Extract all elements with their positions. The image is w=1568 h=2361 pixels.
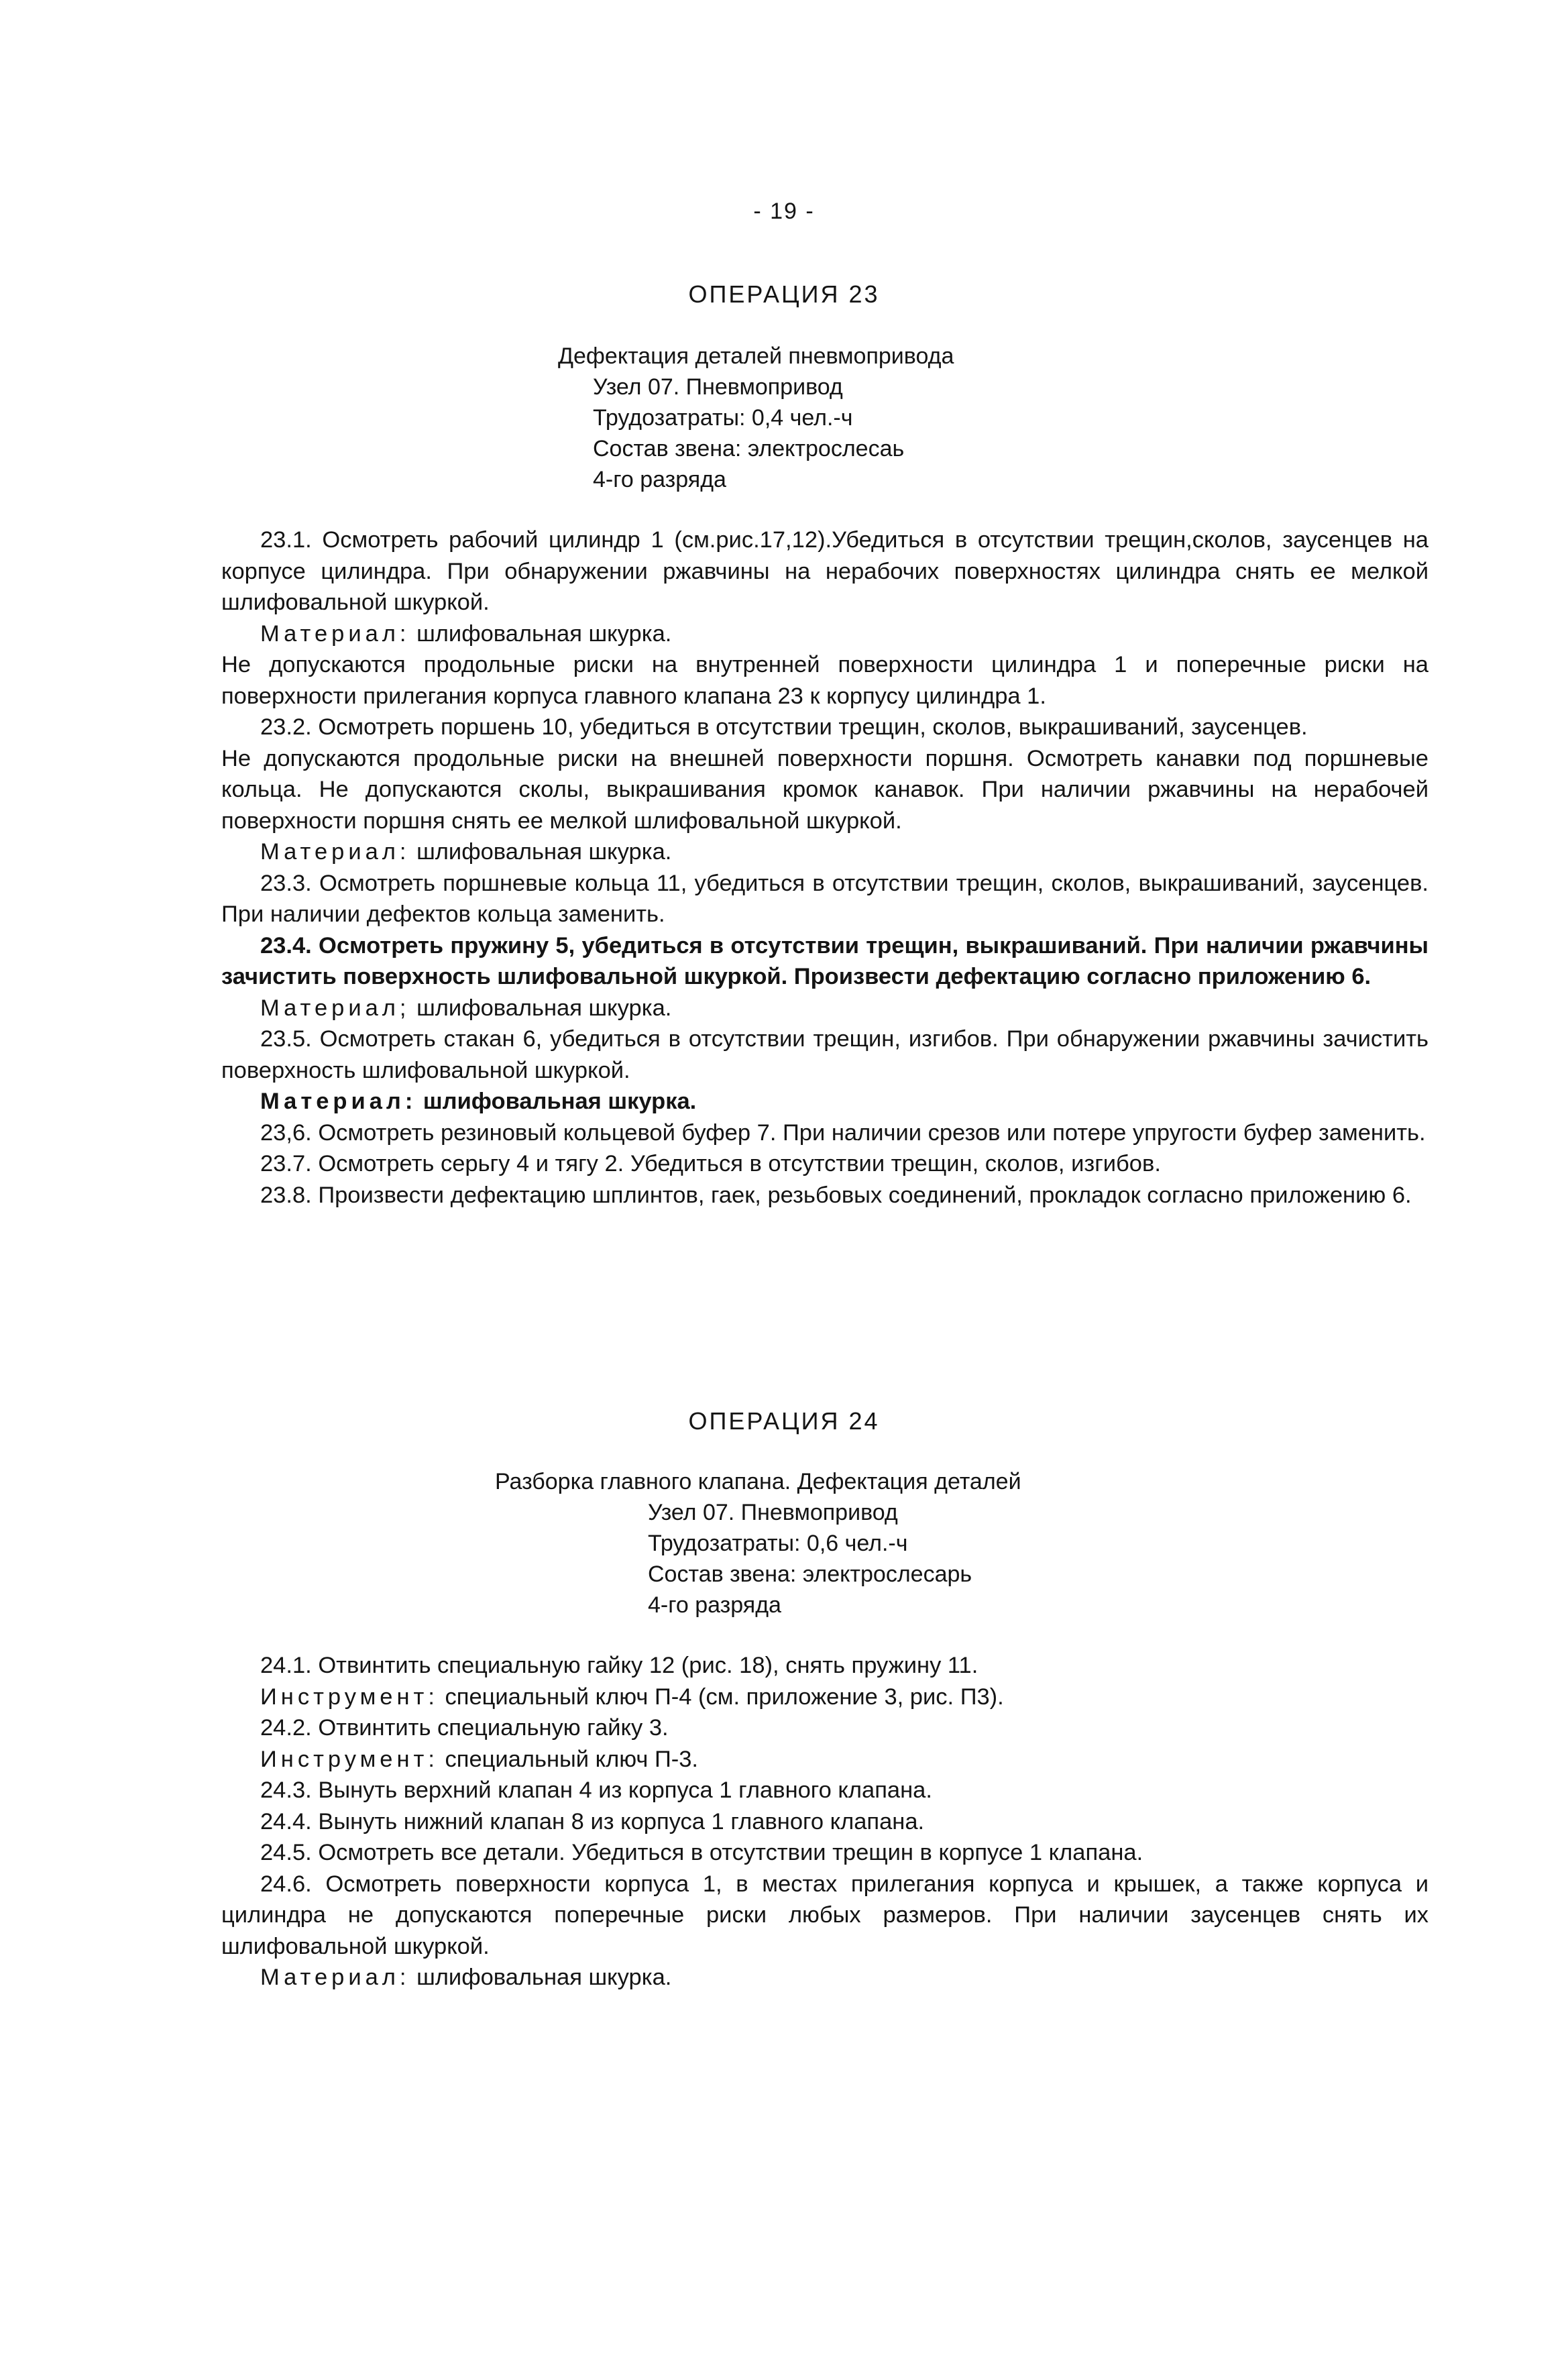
- material-label: Материал;: [260, 995, 410, 1021]
- material-23-4: [221, 993, 1429, 1024]
- tool-value: специальный ключ П-4 (см. приложение 3, рис. П3).: [438, 1684, 1004, 1710]
- tool-24-2: [221, 1744, 1429, 1775]
- op23-labor: Трудозатраты: 0,4 чел.-ч: [593, 405, 853, 431]
- material-value: шлифовальная шкурка.: [410, 1965, 672, 1990]
- paragraph-23-6: 23,6. Осмотреть резиновый кольцевой буфер 7. При наличии срезов или потере упругости буфер заменить.: [260, 1119, 1426, 1146]
- paragraph-23-3: 23.3. Осмотреть поршневые кольца 11, убедиться в отсутствии трещин, сколов, выкрашиваний, заусенцев. При наличии дефектов кольца заменить.: [221, 870, 1429, 927]
- operation-24-title: ОПЕРАЦИЯ 24: [688, 1407, 880, 1435]
- page-number: - 19 -: [753, 199, 815, 224]
- paragraph-23-5: 23.5. Осмотреть стакан 6, убедиться в отсутствии трещин, изгибов. При обнаружении ржавчины зачистить поверхность шлифовальной шкуркой.: [221, 1026, 1429, 1083]
- op24-name: Разборка главного клапана. Дефектация деталей: [495, 1469, 1021, 1494]
- material-23-5: [221, 1086, 1429, 1117]
- note-23-2: Не допускаются продольные риски на внешней поверхности поршня. Осмотреть канавки под поршневые кольца. Не допускаются сколы, выкрашивания кромок канавок. При наличии ржавчины на нерабочей поверхности поршня снять ее мелкой шлифовальной шкуркой.: [221, 745, 1429, 834]
- paragraph-23-7: 23.7. Осмотреть серьгу 4 и тягу 2. Убедиться в отсутствии трещин, сколов, изгибов.: [260, 1151, 1161, 1176]
- op24-crew: Состав звена: электрослесарь: [648, 1561, 972, 1587]
- material-23-2: [221, 836, 1429, 868]
- note-23-1: Не допускаются продольные риски на внутренней поверхности цилиндра 1 и поперечные риски на поверхности прилегания корпуса главного клапана 23 к корпусу цилиндра 1.: [221, 652, 1429, 709]
- paragraph-23-4: 23.4. Осмотреть пружину 5, убедиться в отсутствии трещин, выкрашиваний. При наличии ржавчины зачистить поверхность шлифовальной шкуркой. Произвести дефектацию согласно приложению 6.: [221, 932, 1429, 989]
- operation-24-header: [495, 1466, 1021, 1621]
- operation-23-title: ОПЕРАЦИЯ 23: [688, 280, 880, 308]
- tool-24-1: [221, 1682, 1429, 1713]
- paragraph-24-1: 24.1. Отвинтить специальную гайку 12 (рис. 18), снять пружину 11.: [260, 1653, 978, 1678]
- material-label: Материал:: [260, 1089, 417, 1114]
- tool-label: Инструмент:: [260, 1746, 439, 1772]
- material-label: Материал:: [260, 620, 410, 647]
- op23-grade: 4-го разряда: [593, 467, 726, 492]
- op24-labor: Трудозатраты: 0,6 чел.-ч: [648, 1531, 908, 1556]
- paragraph-23-2: 23.2. Осмотреть поршень 10, убедиться в отсутствии трещин, сколов, выкрашиваний, заусенцев.: [260, 714, 1308, 740]
- tool-value: специальный ключ П-3.: [438, 1746, 699, 1772]
- op23-unit: Узел 07. Пневмопривод: [593, 374, 843, 400]
- operation-24-body: [221, 1650, 1429, 1993]
- material-24-6: [221, 1962, 1429, 1993]
- operation-23-header: [558, 341, 954, 495]
- material-value: шлифовальная шкурка.: [410, 995, 672, 1021]
- material-label: Материал:: [260, 1965, 410, 1990]
- paragraph-24-4: 24.4. Вынуть нижний клапан 8 из корпуса 1 главного клапана.: [260, 1808, 925, 1834]
- op24-unit: Узел 07. Пневмопривод: [648, 1500, 898, 1525]
- paragraph-23-1: 23.1. Осмотреть рабочий цилиндр 1 (см.рис.17,12).Убедиться в отсутствии трещин,сколов, заусенцев на корпусе цилиндра. При обнаружении ржавчины на нерабочих поверхностях цилиндра снять ее мелкой шлифовальной шкуркой.: [221, 527, 1429, 615]
- op23-name: Дефектация деталей пневмопривода: [558, 343, 954, 369]
- material-label: Материал:: [260, 839, 410, 865]
- paragraph-24-3: 24.3. Вынуть верхний клапан 4 из корпуса 1 главного клапана.: [260, 1777, 932, 1803]
- material-value: шлифовальная шкурка.: [410, 620, 672, 647]
- material-23-1: [221, 618, 1429, 650]
- material-value: шлифовальная шкурка.: [416, 1089, 697, 1114]
- op23-crew: Состав звена: электрослесаь: [593, 436, 905, 461]
- operation-23-body: [221, 525, 1429, 1211]
- paragraph-23-8: 23.8. Произвести дефектацию шплинтов, гаек, резьбовых соединений, прокладок согласно приложению 6.: [260, 1182, 1412, 1208]
- tool-label: Инструмент:: [260, 1684, 439, 1710]
- paragraph-24-6: 24.6. Осмотреть поверхности корпуса 1, в местах прилегания корпуса и крышек, а также корпуса и цилиндра не допускаются поперечные риски любых размеров. При наличии заусенцев снять их шлифовальной шкуркой.: [221, 1871, 1429, 1959]
- material-value: шлифовальная шкурка.: [410, 839, 672, 865]
- paragraph-24-2: 24.2. Отвинтить специальную гайку 3.: [260, 1715, 669, 1741]
- paragraph-24-5: 24.5. Осмотреть все детали. Убедиться в отсутствии трещин в корпусе 1 клапана.: [260, 1840, 1143, 1865]
- op24-grade: 4-го разряда: [648, 1592, 781, 1618]
